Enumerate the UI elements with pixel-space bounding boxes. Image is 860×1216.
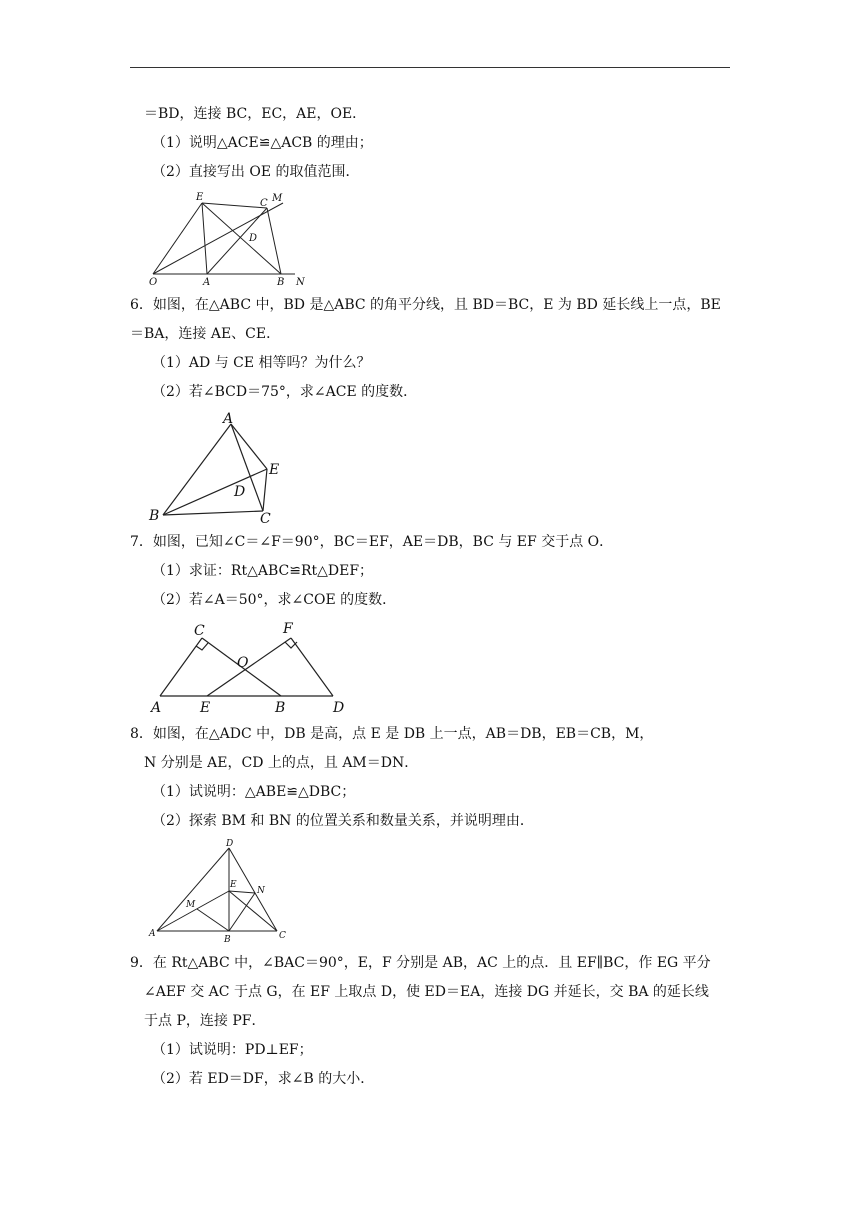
fig5-label-A: A bbox=[203, 277, 211, 288]
fig7-label-D: D bbox=[333, 700, 345, 716]
fig5-label-E: E bbox=[196, 192, 204, 203]
fig5-label-D: D bbox=[249, 233, 258, 244]
problem-7-text: 7．如图，已知∠C＝∠F＝90°，BC＝EF，AE＝DB，BC 与 EF 交于点 O． bbox=[130, 534, 614, 550]
problem-8-figure bbox=[145, 836, 295, 946]
fig6-label-D: D bbox=[234, 484, 246, 500]
fig6-label-B: B bbox=[149, 508, 160, 523]
fig5-label-B: B bbox=[277, 277, 285, 288]
problem-6-question-2: （2）若∠BCD＝75°，求∠ACE 的度数． bbox=[152, 384, 418, 400]
fig7-label-A: A bbox=[151, 700, 162, 716]
problem-8-question-1: （1）试说明：△ABE≌△DBC； bbox=[152, 784, 356, 800]
problem-8-text-a: 8．如图，在△ADC 中，DB 是高，点 E 是 DB 上一点，AB＝DB，EB＝CB，M， bbox=[130, 726, 654, 742]
problem-5-text: ＝BD，连接 BC，EC，AE，OE． bbox=[144, 106, 367, 122]
problem-6-question-1: （1）AD 与 CE 相等吗？为什么？ bbox=[152, 355, 371, 371]
problem-7-question-1: （1）求证：Rt△ABC≌Rt△DEF； bbox=[152, 563, 374, 579]
problem-5-question-2: （2）直接写出 OE 的取值范围． bbox=[152, 164, 360, 180]
problem-5-question-1: （1）说明△ACE≌△ACB 的理由； bbox=[152, 135, 373, 151]
problem-9-question-2: （2）若 ED＝DF，求∠B 的大小． bbox=[152, 1071, 375, 1087]
fig7-label-O: O bbox=[237, 655, 249, 671]
fig5-label-C: C bbox=[260, 198, 268, 209]
header-rule bbox=[130, 67, 730, 68]
problem-9-text-b: ∠AEF 交 AC 于点 G，在 EF 上取点 D，使 ED＝EA，连接 DG 并延长，交 BA 的延长线 bbox=[144, 984, 709, 1000]
problem-9-text-a: 9．在 Rt△ABC 中，∠BAC＝90°，E，F 分别是 AB，AC 上的点．且 EF∥BC，作 EG 平分 bbox=[130, 955, 711, 971]
fig8-label-E: E bbox=[230, 880, 237, 890]
fig8-label-D: D bbox=[226, 839, 234, 849]
fig8-label-B: B bbox=[224, 935, 231, 945]
fig8-label-N: N bbox=[257, 886, 265, 896]
fig5-label-M: M bbox=[272, 193, 283, 204]
problem-6-figure bbox=[145, 408, 295, 523]
fig6-label-C: C bbox=[260, 511, 271, 523]
fig8-label-M: M bbox=[186, 900, 196, 910]
problem-9-question-1: （1）试说明：PD⊥EF； bbox=[152, 1042, 313, 1058]
problem-5-figure bbox=[145, 188, 315, 288]
fig5-label-N: N bbox=[296, 277, 305, 288]
problem-6-text-a: 6．如图，在△ABC 中，BD 是△ABC 的角平分线，且 BD＝BC，E 为 BD 延长线上一点，BE bbox=[130, 297, 721, 313]
problem-8-text-b: N 分别是 AE，CD 上的点，且 AM＝DN． bbox=[144, 755, 419, 771]
problem-9-text-c: 于点 P，连接 PF． bbox=[144, 1013, 266, 1029]
fig7-label-E: E bbox=[200, 700, 211, 716]
fig7-label-F: F bbox=[283, 621, 293, 637]
fig8-label-A: A bbox=[149, 929, 156, 939]
fig6-label-E: E bbox=[269, 462, 280, 478]
fig7-label-C: C bbox=[194, 623, 205, 639]
fig5-label-O: O bbox=[149, 277, 158, 288]
fig6-label-A: A bbox=[223, 411, 234, 427]
problem-6-text-b: ＝BA，连接 AE、CE． bbox=[130, 326, 281, 342]
fig8-label-C: C bbox=[279, 931, 286, 941]
fig7-label-B: B bbox=[275, 700, 286, 716]
problem-8-question-2: （2）探索 BM 和 BN 的位置关系和数量关系，并说明理由． bbox=[152, 813, 534, 829]
problem-7-figure bbox=[145, 618, 355, 716]
problem-7-question-2: （2）若∠A＝50°，求∠COE 的度数． bbox=[152, 592, 397, 608]
